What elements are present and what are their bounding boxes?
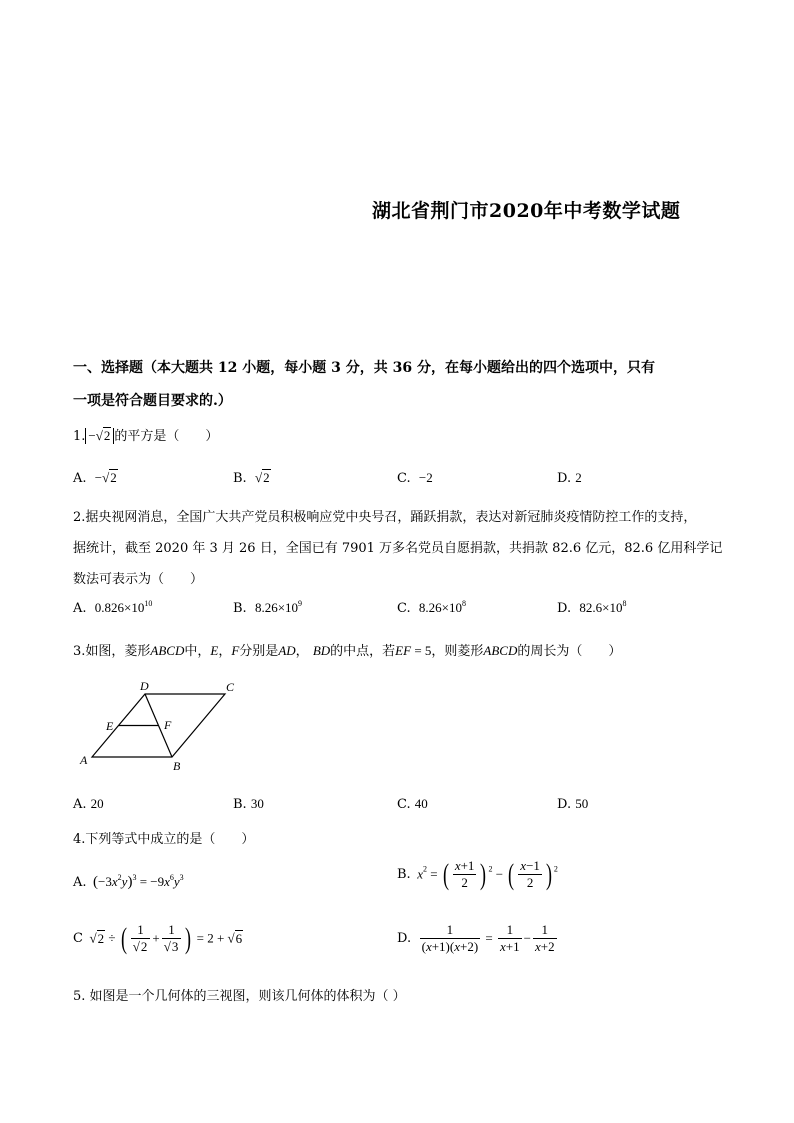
q1-option-c: C. −2 bbox=[397, 470, 433, 486]
section-heading-line2: 一项是符合题目要求的.） bbox=[73, 393, 232, 409]
abs-neg-sqrt2: −√2 bbox=[85, 428, 114, 444]
q1-option-b: B. √2 bbox=[233, 470, 270, 486]
q2-option-c: C. $8.26\times 10^8$ bbox=[397, 599, 466, 616]
page-title: 湖北省荆门市2020年中考数学试题 bbox=[372, 200, 681, 222]
label-a: A bbox=[80, 753, 88, 767]
q1-option-d: D. 2 bbox=[557, 470, 582, 486]
section-heading-line1: 一、选择题（本大题共 12 小题，每小题 3 分，共 36 分，在每小题给出的四个选项中，只有 bbox=[73, 360, 655, 376]
q3-option-b: B. 30 bbox=[233, 796, 264, 812]
rhombus-figure bbox=[74, 676, 244, 776]
question-1 bbox=[73, 425, 218, 444]
q3-option-a: A. 20 bbox=[73, 796, 104, 812]
question-number: 1. bbox=[73, 429, 86, 444]
q4-option-a: A. $(-3x^2y)^3 = -9x^6y^3$ bbox=[73, 873, 184, 890]
question-2-line3: 数法可表示为（ ） bbox=[73, 572, 204, 587]
q2-option-d: D. $82.6\times 10^8$ bbox=[557, 599, 627, 616]
question-5: 5. 如图是一个几何体的三视图，则该几何体的体积为（ ） bbox=[73, 989, 406, 1004]
q3-option-c: C. 40 bbox=[397, 796, 428, 812]
q4-option-b: B. $x^2$ = ( $\frac{x+1}{2}$ ) $^2$ − ( $\frac{x-1}{2}$ ) $^2$ bbox=[397, 857, 558, 891]
question-3: 3.如图，菱形ABCD中，E，F分别是AD， BD的中点，若EF = 5，则菱形ABCD的周长为（ ） bbox=[73, 643, 622, 659]
question-stem: 的平方是（ ） bbox=[114, 429, 219, 444]
q2-option-b: B. $8.26\times 10^9$ bbox=[233, 599, 303, 616]
q1-option-a: A. −√2 bbox=[73, 470, 117, 486]
q4-option-c: C √2 ÷ ( $\frac{1}{√2}$ + $\frac{1}{√3}$ ) = 2 + √6 bbox=[73, 921, 243, 955]
question-2-line1: 2.据央视网消息，全国广大共产党员积极响应党中央号召，踊跃捐款，表达对新冠肺炎疫情防控工作的支持， bbox=[73, 510, 697, 525]
label-f: F bbox=[164, 718, 172, 732]
label-d: D bbox=[140, 679, 149, 693]
label-e: E bbox=[106, 719, 114, 733]
label-c: C bbox=[226, 680, 235, 694]
q3-option-d: D. 50 bbox=[557, 796, 589, 812]
q4-option-d: D. $\frac{1}{(x+1)(x+2)}$ = $\frac{1}{x+1}$ − $\frac{1}{x+2}$ bbox=[397, 922, 555, 954]
question-2-line2: 据统计，截至 2020 年 3 月 26 日，全国已有 7901 万多名党员自愿捐款，共捐款 82.6 亿元，82.6 亿用科学记 bbox=[73, 541, 723, 556]
question-4: 4.下列等式中成立的是（ ） bbox=[73, 832, 255, 847]
label-b: B bbox=[173, 759, 181, 773]
q2-option-a: A. $0.826\times 10^{10}$ bbox=[73, 599, 153, 616]
